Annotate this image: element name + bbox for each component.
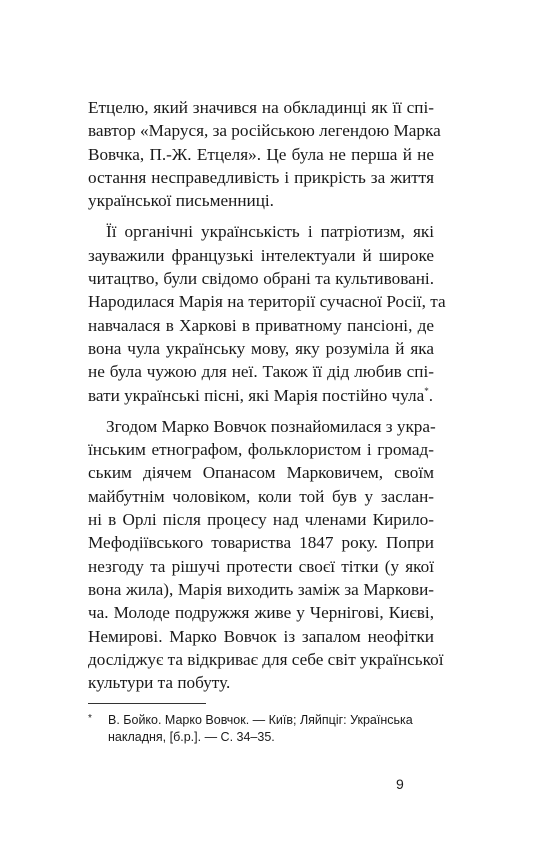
text-line: ча. Молоде подружжя живе у Чернігові, Києві, — [88, 603, 434, 623]
footnote — [88, 712, 448, 746]
text-line: досліджує та відкриває для себе світ української — [88, 649, 444, 669]
text-line: вати українські пісні, які Марія постійно чула — [88, 385, 425, 405]
paragraph-1 — [88, 96, 441, 212]
text-line: їнським етнографом, фольклористом і громад- — [88, 440, 434, 460]
footnote-marker: * — [88, 713, 92, 724]
text-line: культури та побуту. — [88, 673, 231, 693]
line-end-punctuation: . — [428, 385, 433, 405]
text-line: Народилася Марія на території сучасної Росії, та — [88, 292, 446, 312]
text-line: ським діячем Опанасом Марковичем, своїм — [88, 463, 434, 483]
page-number: 9 — [396, 776, 404, 792]
text-line: вона жила), Марія виходить заміж за Маркови- — [88, 579, 434, 599]
text-line: остання несправедливість і прикрість за життя — [88, 167, 434, 187]
text-line-with-footnote — [88, 384, 434, 407]
paragraph-3 — [88, 415, 444, 695]
text-line: Немирові. Марко Вовчок із запалом неофітки — [88, 626, 434, 646]
text-line: вавтор «Маруся, за російською легендою Марка — [88, 121, 441, 141]
text-line: української письменниці. — [88, 191, 274, 211]
footnote-line-1: В. Бойко. Марко Вовчок. — Київ; Ляйпціг: Українська — [108, 713, 413, 727]
text-line: Вовчка, П.-Ж. Етцеля». Це була не перша й не — [88, 144, 434, 164]
text-line: Етцелю, який значився на обкладинці як її спі- — [88, 98, 434, 117]
paragraph-gap — [88, 407, 434, 415]
text-line: читацтво, були свідомо обрані та культивовані. — [88, 269, 434, 289]
footnote-reference[interactable]: * — [424, 385, 429, 396]
text-line: не була чужою для неї. Також її дід любив спі- — [88, 362, 434, 382]
text-line: Мефодіївського товариства 1847 року. Попри — [88, 533, 434, 553]
text-line: Її органічні українськість і патріотизм, які — [106, 222, 434, 242]
text-line: незгоду та рішучі протести своєї тітки (у якої — [88, 556, 434, 576]
text-line: майбутнім чоловіком, коли той був у заслан- — [88, 486, 434, 506]
text-line: навчалася в Харкові в приватному пансіоні, де — [88, 315, 434, 335]
footnote-separator — [88, 703, 206, 704]
main-text — [88, 96, 446, 694]
text-line: зауважили французькі інтелектуали й широке — [88, 245, 434, 265]
footnote-line-2: накладня, [б.р.]. — С. 34–35. — [108, 730, 275, 744]
text-line: вона чула українську мову, яку розуміла й яка — [88, 338, 434, 358]
paragraph-2 — [88, 220, 446, 406]
text-line: Згодом Марко Вовчок познайомилася з укра- — [106, 416, 436, 436]
paragraph-gap — [88, 212, 434, 220]
text-line: ні в Орлі після процесу над членами Кирило- — [88, 510, 434, 530]
